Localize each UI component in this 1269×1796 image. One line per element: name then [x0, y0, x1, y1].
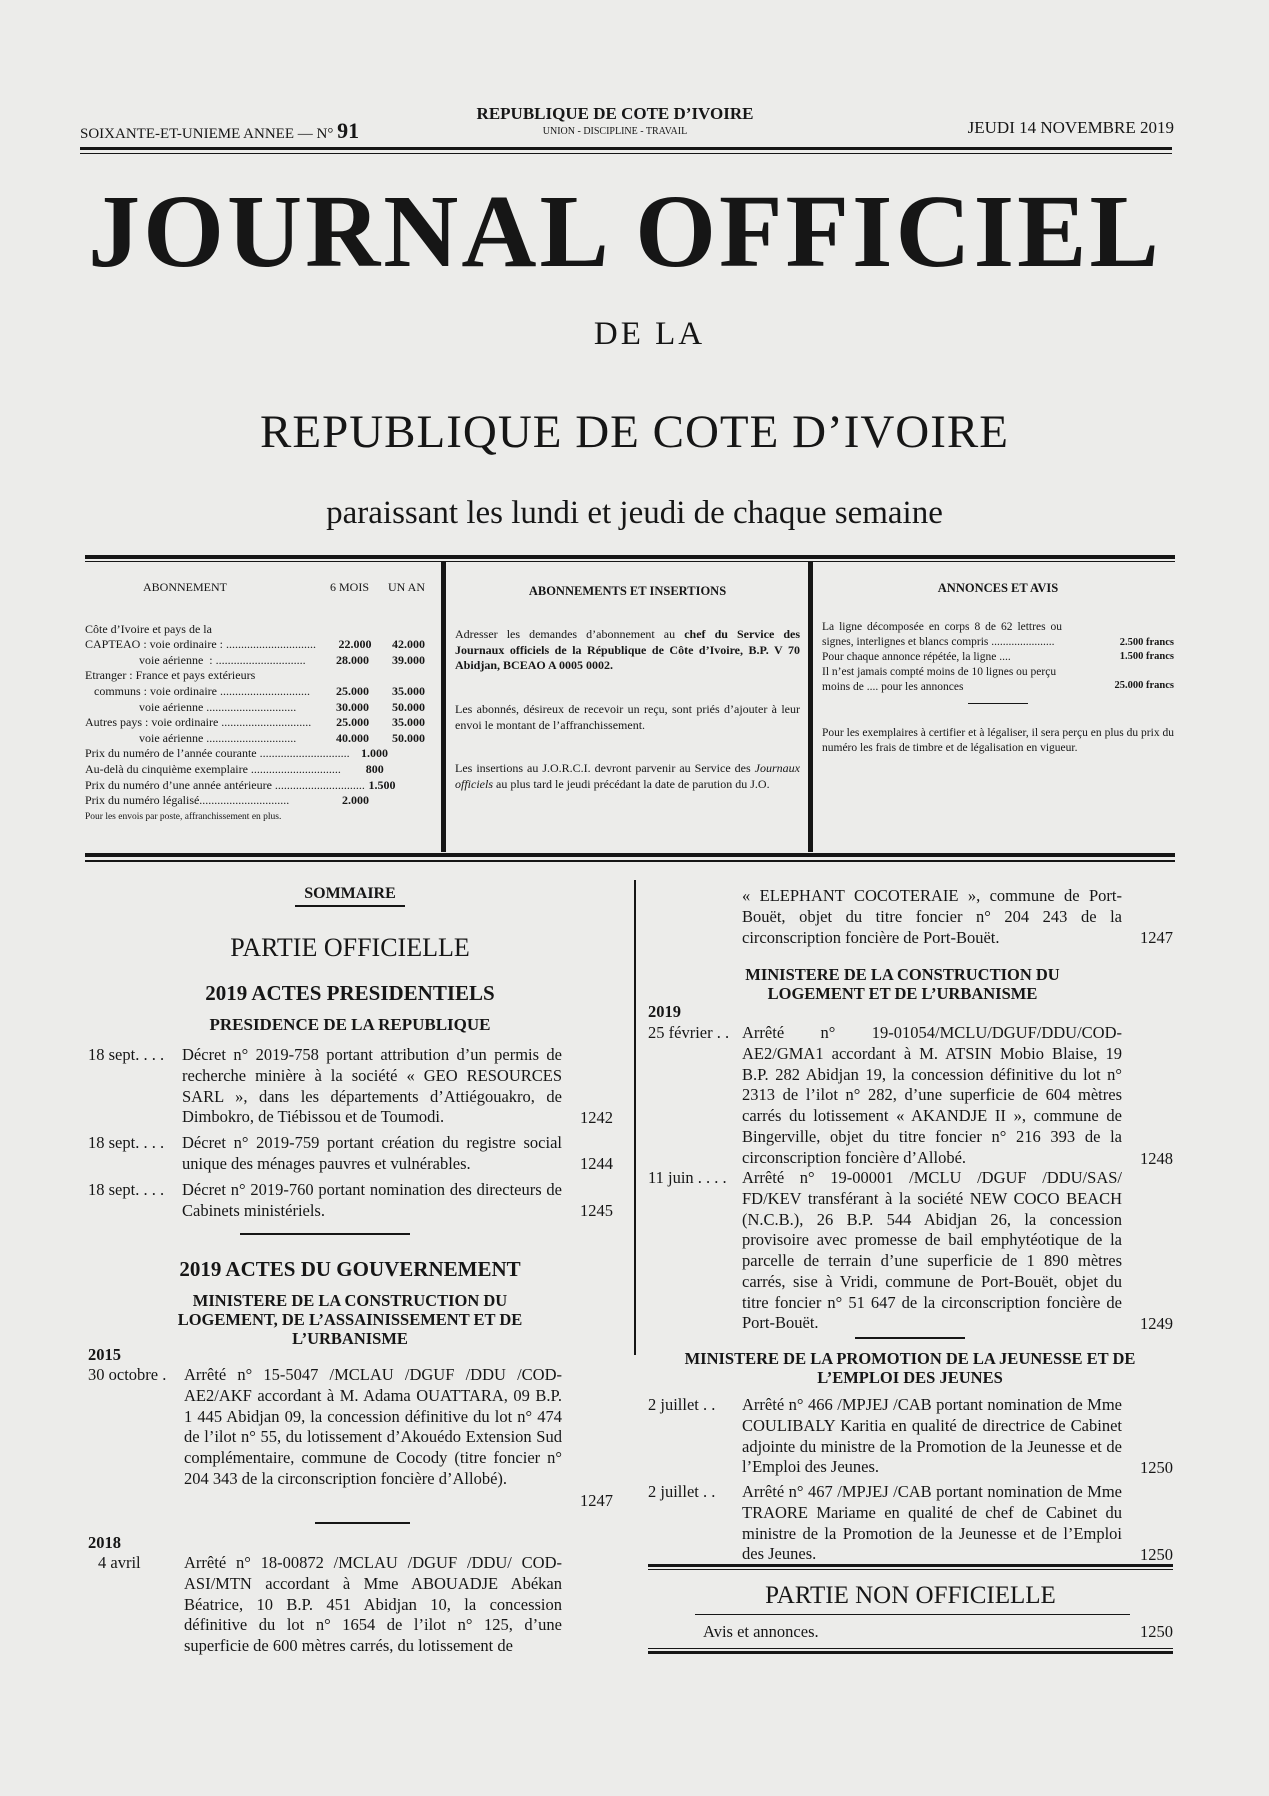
- price-6mois: 1.500: [368, 777, 396, 792]
- price-un-an: [388, 746, 425, 762]
- entry-date: 18 sept. . . .: [88, 1180, 165, 1199]
- price-6mois: 40.000: [336, 730, 369, 745]
- subscription-row: [85, 700, 425, 716]
- annonces-row-1: [822, 620, 1174, 650]
- min2-section-rule: [855, 1337, 965, 1339]
- price-un-an: [369, 668, 425, 684]
- entry-page: 1242: [580, 1108, 613, 1127]
- price-un-an: 35.000: [392, 715, 425, 730]
- toc-entry: [88, 1553, 613, 1673]
- header-motto: UNION - DISCIPLINE - TRAVAIL: [542, 126, 688, 137]
- price-un-an: [369, 793, 425, 809]
- annonces-heading: ANNONCES ET AVIS: [937, 581, 1059, 595]
- col-6mois: 6 MOIS: [329, 580, 369, 594]
- toc-entry: [88, 1180, 613, 1224]
- subscription-row: [85, 778, 425, 794]
- presidence-heading: PRESIDENCE DE LA REPUBLIQUE: [209, 1015, 491, 1034]
- entry-page: 1250: [1140, 1545, 1173, 1564]
- annonces-price-2: 1.500 francs: [1119, 651, 1174, 663]
- entry-text: Arrêté n° 15-5047 /MCLAU /DGUF /DDU /COD-AE2/AKF accordant à M. Adama OUATTARA, 09 B.P. 1 445 Abidjan 09, la concession définitive du lot n° 474 de l’ilot n° 55, du lotissement d’Akouédo Extension Sud complémentaire, commune de Cocody (titre foncier n° 204 343 de la circonscription foncière d’Allobé).: [184, 1365, 562, 1488]
- annonces-divider: [968, 703, 1028, 705]
- issue-line: [80, 118, 359, 144]
- entry-date: 2 juillet . .: [648, 1482, 716, 1501]
- subscription-label: voie aérienne : ..............................: [85, 652, 306, 667]
- entry-page: 1249: [1140, 1314, 1173, 1333]
- subscription-row: [85, 653, 425, 669]
- entry-page: 1244: [580, 1154, 613, 1173]
- masthead-frequency: paraissant les lundi et jeudi de chaque semaine: [326, 495, 943, 531]
- min-jeunesse-heading: MINISTERE DE LA PROMOTION DE LA JEUNESSE ET DE L’EMPLOI DES JEUNES: [684, 1349, 1136, 1387]
- subscription-column: [85, 580, 425, 823]
- price-un-an: 39.000: [392, 652, 425, 667]
- price-un-an: [384, 762, 425, 778]
- annonces-row-3: [822, 665, 1174, 695]
- entry-text: Décret n° 2019-759 portant création du registre social unique des ménages pauvres et vulnérables.: [182, 1133, 562, 1173]
- price-6mois: 1.000: [360, 746, 388, 761]
- box-divider-1: [441, 562, 446, 852]
- non-officielle-rule-mid: [695, 1614, 1130, 1615]
- entry-page: 1247: [1140, 928, 1173, 947]
- subscription-label: communs : voie ordinaire ..............................: [85, 683, 310, 698]
- annonces-line-1: La ligne décomposée en corps 8 de 62 lettres ou signes, interlignes et blancs compris ......................: [822, 621, 1062, 649]
- price-6mois: 28.000: [336, 652, 369, 667]
- insertions-p1-prefix: Adresser les demandes d’abonnement au: [455, 627, 676, 642]
- entry-text: Arrêté n° 19-00001 /MCLU /DGUF /DDU/SAS/ FD/KEV transférant à la société NEW COCO BEACH (N.C.B.), 26 B.P. 544 Abidjan 26, la concession provisoire avec promesse de bail emphytéotique de la parcelle de terrain d’une superficie de 1 890 mètres carrés, sise à Vridi, commune de Port-Bouët, objet du titre foncier n° 51 647 de la circonscription foncière de Port-Bouët.: [742, 1168, 1122, 1333]
- insertions-p3-italic: Journaux officiels: [455, 761, 800, 791]
- entry-text: Arrêté n° 19-01054/MCLU/DGUF/DDU/COD-AE2/GMA1 accordant à M. ATSIN Mobio Blaise, 19 B.P. 282 Abidjan 19, la concession définitive du lot n° 2313 de l’ilot n° 282, d’une superficie de 604 mètres carrés du lotissement « AKANDJE II », commune de Bingerville, objet du titre foncier n° 216 393 de la circonscription foncière d’Allobé.: [742, 1023, 1122, 1167]
- price-un-an: 42.000: [392, 637, 425, 652]
- insertions-heading: ABONNEMENTS ET INSERTIONS: [528, 584, 727, 598]
- subscription-label: Prix du numéro de l’année courante ..............................: [85, 746, 350, 761]
- price-6mois: 2.000: [342, 793, 369, 808]
- issue-date: JEUDI 14 NOVEMBRE 2019: [967, 118, 1174, 137]
- actes-presidentiels: 2019 ACTES PRESIDENTIELS: [205, 981, 495, 1005]
- box-top-rule-thin: [85, 561, 1175, 562]
- subscription-rows: [85, 637, 425, 809]
- entry-text: Décret n° 2019-758 portant attribution d’un permis de recherche minière à la société « GEO RESOURCES SARL », dans les départements d’Attiégouakro, de Dimbokro, de Tiébissou et de Toumodi.: [182, 1045, 562, 1127]
- year-2019: 2019: [648, 1002, 681, 1021]
- insertions-p1-bold: chef du Service des Journaux officiels de la République de Côte d’Ivoire, B.P. V 70 Abidjan, BCEAO A 0005 0002.: [455, 627, 801, 673]
- price-un-an: 50.000: [392, 699, 425, 714]
- year-2015: 2015: [88, 1345, 121, 1364]
- partie-non-officielle: PARTIE NON OFFICIELLE: [765, 1582, 1056, 1609]
- entry-date: 2 juillet . .: [648, 1395, 716, 1414]
- min-construction-heading: MINISTERE DE LA CONSTRUCTION DU LOGEMENT, DE L’ASSAINISSEMENT ET DE L’URBANISME: [177, 1291, 523, 1348]
- price-un-an: [396, 778, 426, 794]
- annonces-column: [822, 580, 1174, 756]
- subscription-label: Au-delà du cinquième exemplaire ..............................: [85, 761, 341, 776]
- subscription-label: voie aérienne ..............................: [85, 730, 297, 745]
- subscription-label: voie aérienne ..............................: [85, 699, 297, 714]
- entry-page: 1250: [1140, 1622, 1173, 1641]
- non-officielle-rule-top: [648, 1564, 1173, 1567]
- year-2018: 2018: [88, 1533, 121, 1552]
- subscription-label: CAPTEAO : voie ordinaire : ..............................: [85, 637, 316, 652]
- box-divider-2: [808, 562, 813, 852]
- entry-page: 1250: [1140, 1458, 1173, 1477]
- subscription-intro: Côte d’Ivoire et pays de la: [85, 621, 212, 636]
- toc-entry: [648, 1168, 1173, 1333]
- min-construction-2-heading: MINISTERE DE LA CONSTRUCTION DU LOGEMENT ET DE L’URBANISME: [745, 965, 1060, 1003]
- entry-text: Décret n° 2019-760 portant nomination des directeurs de Cabinets ministériels.: [182, 1180, 562, 1220]
- subscription-label: Prix du numéro d’une année antérieure ..............................: [85, 777, 365, 792]
- subscription-row: [85, 715, 425, 731]
- entry-text: Arrêté n° 466 /MPJEJ /CAB portant nomination de Mme COULIBALY Karitia en qualité de directrice de Cabinet adjointe du ministre de la Promotion de la Jeunesse et de l’Emploi des Jeunes.: [742, 1395, 1122, 1477]
- insertions-p3: [455, 761, 800, 792]
- subscription-label: Etranger : France et pays extérieurs: [85, 668, 256, 683]
- toc-entry: [648, 1395, 1173, 1479]
- subscription-row: [85, 746, 425, 762]
- toc-entry: [88, 1133, 613, 1177]
- masthead-country: REPUBLIQUE DE COTE D’IVOIRE: [260, 406, 1009, 458]
- col-un-an: UN AN: [387, 580, 425, 594]
- price-6mois: 22.000: [338, 637, 372, 652]
- price-6mois: 25.000: [336, 683, 369, 698]
- non-officielle-rule-top-thin: [648, 1569, 1173, 1570]
- non-officielle-rule-bottom-thin: [648, 1648, 1173, 1649]
- price-un-an: 50.000: [392, 730, 425, 745]
- entry-date: 18 sept. . . .: [88, 1133, 165, 1152]
- insertions-p2: Les abonnés, désireux de recevoir un reçu, sont priés d’ajouter à leur envoi le montant de l’affranchissement.: [455, 702, 800, 732]
- header-republic: [400, 104, 830, 137]
- subscription-row: [85, 793, 425, 809]
- entry-date: 4 avril: [98, 1553, 141, 1572]
- subscription-row: [85, 637, 425, 653]
- toc-entry: [88, 1365, 613, 1515]
- annonces-row-2: [822, 650, 1174, 665]
- entry-text: Avis et annonces.: [703, 1622, 819, 1641]
- actes-gouvernement: 2019 ACTES DU GOUVERNEMENT: [179, 1257, 521, 1281]
- insertions-p3-b: au plus tard le jeudi précédant la date de parution du J.O.: [496, 776, 770, 791]
- sommaire-title: SOMMAIRE: [304, 885, 396, 902]
- header-rule: [80, 147, 1172, 150]
- insertions-p1: [455, 627, 800, 674]
- subscription-label: Autres pays : voie ordinaire ..............................: [85, 715, 312, 730]
- price-6mois: [311, 668, 369, 684]
- annonces-line-2: Pour chaque annonce répétée, la ligne ....: [822, 651, 1011, 664]
- partie-officielle: PARTIE OFFICIELLE: [230, 933, 470, 962]
- non-officielle-rule-bottom: [648, 1651, 1173, 1654]
- toc-entry: [88, 1045, 613, 1131]
- issue-number: 91: [337, 118, 360, 143]
- entry-date: 18 sept. . . .: [88, 1045, 165, 1064]
- entry-text: Arrêté n° 18-00872 /MCLAU /DGUF /DDU/ COD-ASI/MTN accordant à Mme ABOUADJE Abékan Béatrice, 10 B.P. 451 Abidjan 10, la concession définitive du lot n° 1654 de l’ilot n° 125, d’une superficie de 600 mètres carrés, du lotissement de: [184, 1553, 562, 1656]
- entry-text: « ELEPHANT COCOTERAIE », commune de Port-Bouët, objet du titre foncier n° 204 243 de la circonscription foncière de Port-Bouët.: [742, 886, 1122, 947]
- subscription-row: [85, 762, 425, 778]
- box-top-rule: [85, 555, 1175, 559]
- toc-entry: [648, 886, 1173, 946]
- subscription-heading: ABONNEMENT: [143, 580, 227, 594]
- journal-title: JOURNAL OFFICIEL: [88, 174, 1162, 289]
- price-6mois: 25.000: [336, 715, 370, 730]
- entry-page: 1247: [580, 1491, 613, 1510]
- entry-text: Arrêté n° 467 /MPJEJ /CAB portant nomination de Mme TRAORE Mariame en qualité de chef de Cabinet du ministre de la Promotion de la Jeunesse et de l’Emploi des Jeunes.: [742, 1482, 1122, 1564]
- pres-section-rule: [240, 1233, 410, 1235]
- insertions-column: [455, 583, 800, 792]
- subscription-note: Pour les envois par poste, affranchissement en plus.: [85, 811, 282, 822]
- price-6mois: 30.000: [336, 699, 369, 714]
- masthead-de-la: DE LA: [593, 316, 706, 352]
- header-republic-name: REPUBLIQUE DE COTE D’IVOIRE: [476, 104, 754, 123]
- toc-entry: [648, 1622, 1173, 1646]
- toc-entry: [648, 1482, 1173, 1564]
- subscription-label: Prix du numéro légalisé..............................: [85, 793, 290, 808]
- price-6mois: 800: [365, 761, 384, 776]
- box-bottom-rule-thin: [85, 860, 1175, 862]
- sommaire-column-divider: [634, 880, 636, 1355]
- annonces-line-3: Il n’est jamais compté moins de 10 lignes ou perçu moins de .... pour les annonces: [822, 666, 1057, 693]
- entry-date: 30 octobre .: [88, 1365, 167, 1384]
- subscription-row: [85, 684, 425, 700]
- annonces-price-1: 2.500 francs: [1119, 637, 1174, 649]
- entry-page: 1245: [580, 1201, 613, 1220]
- annonces-note: Pour les exemplaires à certifier et à légaliser, il sera perçu en plus du prix du numéro les frais de timbre et de légalisation en vigueur.: [822, 727, 1174, 755]
- entry-date: 25 février . .: [648, 1023, 730, 1042]
- price-un-an: 35.000: [392, 683, 425, 698]
- annonces-price-3: 25.000 francs: [1114, 680, 1174, 692]
- sommaire-underline: [295, 905, 405, 907]
- header-rule-thin: [80, 153, 1172, 154]
- box-bottom-rule: [85, 853, 1175, 857]
- subscription-row: [85, 731, 425, 747]
- year-text: SOIXANTE-ET-UNIEME ANNEE — N°: [80, 126, 334, 142]
- entry-page: 1248: [1140, 1149, 1173, 1168]
- entry-date: 11 juin . . . .: [648, 1168, 727, 1187]
- toc-entry: [648, 1023, 1173, 1168]
- subscription-row: [85, 668, 425, 684]
- entry-2015-rule: [315, 1522, 410, 1524]
- insertions-p3-a: Les insertions au J.O.R.C.I. devront parvenir au Service des: [455, 761, 751, 776]
